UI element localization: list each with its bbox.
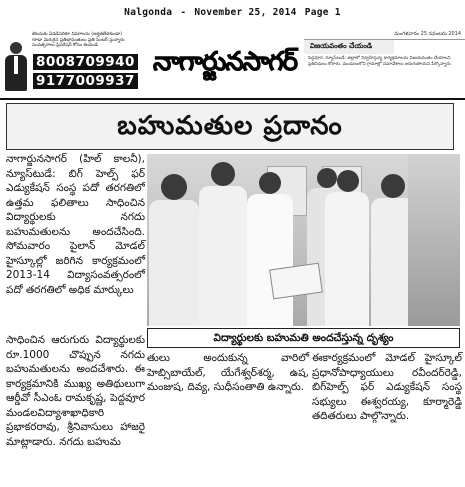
article-column-middle: [147, 351, 309, 395]
photo-caption: విద్యార్థులకు బహుమతి అందచేస్తున్న దృశ్యం: [147, 328, 460, 348]
article-column-left: [6, 152, 145, 332]
page-header: [0, 0, 465, 26]
article-photo: [147, 154, 415, 326]
article-paragraph: నాగార్జునసాగర్ (హిల్ కాలనీ), న్యూస్‌టుడే: బిగ్ హెల్ప్ ఫర్ ఎడ్యుకేషన్ సంస్థ పదో తరగతిలో ఉత్తమ ఫలితాలు సాధించిన విద్యార్థులకు నగదు బహుమతులను అందచేసింది. సోమవారం పైలాన్ మోడల్ హైస్కూల్లో జరిగిన కార్యక్రమంలో 2013-14 విద్యాసంవత్సరంలో పదో తరగతిలో అధిక మార్కులు: [6, 153, 145, 296]
ad-phone-2: 9177009937: [33, 73, 138, 89]
article-paragraph: ఈకార్యక్రమంలో మోడల్ హైస్కూల్ ప్రధానోపాధ్యాయులు రవీందర్‌రెడ్డి, బిగ్‌హెల్ప్ ఫర్ ఎడ్యుకేషన్ సంస్థ సభ్యులు ఈశ్వరయ్య, కూర్మారెడ్డి తదితరులు పాల్గొన్నారు.: [312, 352, 462, 422]
businessman-icon: [3, 42, 29, 92]
header-separator: -: [180, 7, 187, 18]
edition-label: Nalgonda: [124, 7, 173, 18]
article-paragraph: సాధించిన ఆరుగురు విద్యార్థులకు రూ.1000 చొప్పున నగదు బహుమతులను అందచేశారు. ఈ కార్యక్రమానికి ముఖ్య అతిథులుగా ఆర్డీవో సీఎంఓ రామకృష్ణ, పెద్దవూర మండలవిద్యాశాఖాధికారి ప్రభాకరరావు, శ్రీనివాసులు హాజరై మాట్లాడారు. నగదు బహుమ: [6, 334, 145, 448]
ad-line: గూడా మెరుగైన ప్రతిభావంతులు ప్రతి సెంటర్ స్తున్నారు: [32, 37, 125, 43]
date-label: November 25, 2014: [194, 7, 297, 18]
ad-line: టెటనుకు ఏడడిసరికూ వివరాలను (అర్హతలేదకుండా): [32, 32, 122, 37]
ad-line: సంవత్సరాలు ప్రిపరేషన్ కోసం కలవండి: [32, 43, 98, 49]
newspaper-logo: నాగార్జునసాగర్: [152, 47, 297, 77]
article-photo-edge: [408, 154, 460, 326]
masthead-right-column: [304, 30, 465, 94]
ad-phone-1: 8008709940: [33, 54, 138, 70]
article-paragraph: తులు అందుకున్న వారిలో హెబ్సిబాయేల్, యేగేశ్వర్‌శర్మ, ఉష, మంజుష, దివ్య, సుధీసంతాతి ఉన్నారు.: [147, 352, 309, 393]
sidebar-news-heading: విజయవంతం చేయండి: [304, 40, 394, 54]
article-column-left-continued: [6, 333, 145, 449]
headline-box: [6, 103, 454, 150]
article-column-right: [312, 351, 462, 424]
sidebar-news-box: [304, 39, 465, 95]
advertisement: [0, 32, 148, 94]
masthead-date: మంగళవారం 25 నవంబరు 2014: [394, 31, 461, 37]
masthead: [0, 30, 465, 96]
sidebar-news-text: పెద్దవూర, న్యూస్‌టుడే: జిల్లాలో నిర్వహిస్తున్న కార్యక్రమాలను విజయవంతం చేయాలని ప్రతినిధులు కోరారు. మండలంలోని గ్రామాల్లో సమావేశాలు జరుగుతాయని పేర్కొన్నారు.: [308, 56, 452, 67]
ad-text: [32, 32, 148, 49]
masthead-divider: [0, 98, 465, 100]
article-headline: బహుమతుల ప్రదానం: [117, 111, 343, 141]
page-number: Page 1: [304, 7, 341, 18]
